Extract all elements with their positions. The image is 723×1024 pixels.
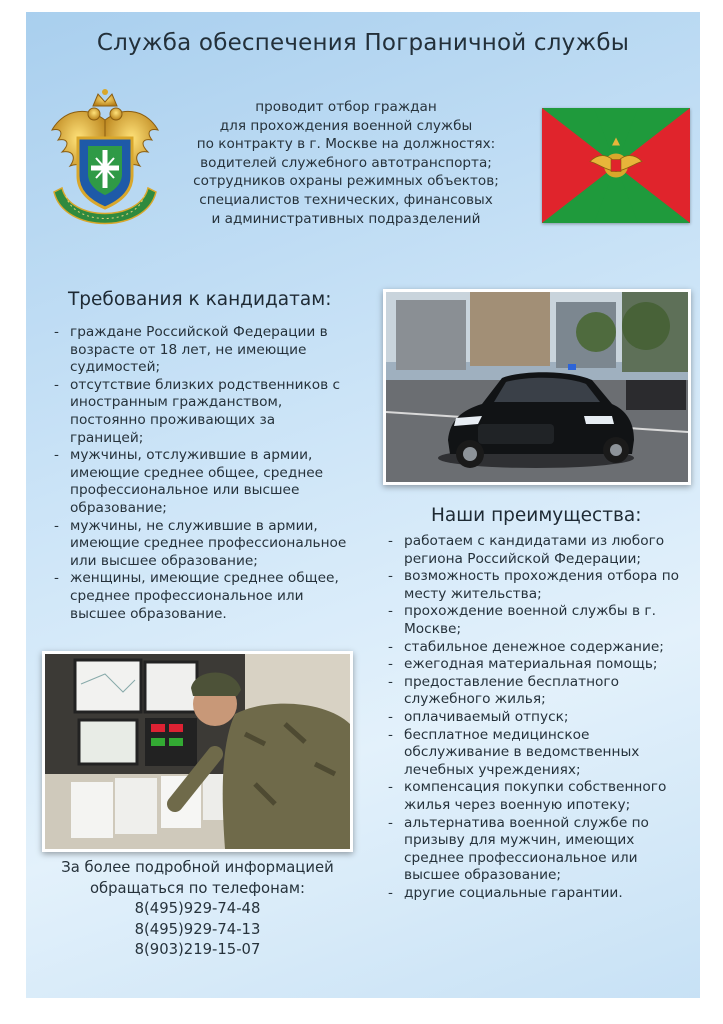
border-service-emblem bbox=[44, 84, 166, 246]
advantages-heading: Наши преимущества: bbox=[431, 505, 642, 526]
poster bbox=[26, 12, 700, 998]
advantage-item: - альтернатива военной службе по призыву для мужчин, имеющих среднее профессиональное или высшее образование; bbox=[388, 815, 688, 885]
phone-number[interactable]: 8(495)929-74-13 bbox=[134, 920, 261, 938]
border-troops-flag bbox=[542, 108, 690, 223]
requirement-item: - женщины, имеющие среднее общее, среднее профессиональное или высшее образование. bbox=[54, 570, 352, 623]
requirement-item: - граждане Российской Федерации в возрасте от 18 лет, не имеющие судимостей; bbox=[54, 324, 352, 377]
intro-line: водителей служебного автотранспорта; bbox=[200, 154, 492, 171]
intro-line: сотрудников охраны режимных объектов; bbox=[193, 173, 499, 190]
advantage-item: - ежегодная материальная помощь; bbox=[388, 656, 688, 674]
phone-number[interactable]: 8(495)929-74-48 bbox=[134, 900, 261, 917]
operator-photo bbox=[42, 651, 353, 852]
requirement-item: - мужчины, не служившие в армии, имеющие среднее профессиональное или высшее образование; bbox=[54, 518, 352, 571]
intro-text bbox=[176, 98, 516, 228]
advantage-item: - предоставление бесплатного служебного жилья; bbox=[388, 674, 688, 709]
requirement-item: - отсутствие близких родственников с иностранным гражданством, постоянно проживающих за границей; bbox=[54, 377, 352, 447]
intro-line: по контракту в г. Москве на должностях: bbox=[196, 136, 496, 153]
advantage-item: - работаем с кандидатами из любого региона Российской Федерации; bbox=[388, 533, 688, 568]
advantage-item: - возможность прохождения отбора по месту жительства; bbox=[388, 568, 688, 603]
requirement-item: - мужчины, отслужившие в армии, имеющие среднее общее, среднее профессиональное или высшее образование; bbox=[54, 447, 352, 517]
advantage-item: - оплачиваемый отпуск; bbox=[388, 709, 688, 727]
phone-number[interactable]: 8(903)219-15-07 bbox=[134, 941, 261, 958]
page-title: Служба обеспечения Пограничной службы bbox=[96, 30, 630, 56]
advantage-item: - бесплатное медицинское обслуживание в ведомственных лечебных учреждениях; bbox=[388, 727, 688, 780]
advantage-item: - стабильное денежное содержание; bbox=[388, 639, 688, 657]
contact-line: обращаться по телефонам: bbox=[89, 879, 306, 897]
advantages-list bbox=[388, 533, 688, 902]
intro-line: и административных подразделений bbox=[211, 210, 481, 227]
requirements-list bbox=[54, 324, 352, 623]
advantage-item: - компенсация покупки собственного жилья через военную ипотеку; bbox=[388, 779, 688, 814]
intro-line: для прохождения военной службы bbox=[219, 117, 473, 134]
advantage-item: - другие социальные гарантии. bbox=[388, 885, 688, 903]
contact-line: За более подробной информацией bbox=[61, 859, 334, 876]
intro-line: специалистов технических, финансовых bbox=[199, 191, 493, 208]
advantage-item: - прохождение военной службы в г. Москве; bbox=[388, 603, 688, 638]
contact-info bbox=[42, 858, 353, 961]
intro-line: проводит отбор граждан bbox=[255, 99, 437, 115]
requirements-heading: Требования к кандидатам: bbox=[68, 289, 332, 310]
car-photo bbox=[383, 289, 691, 485]
